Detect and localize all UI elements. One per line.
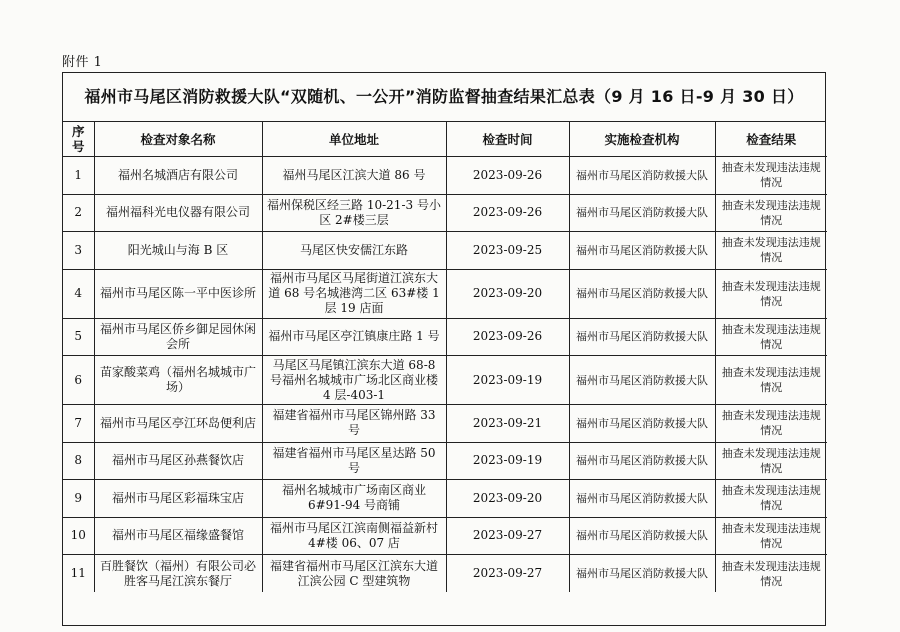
row-agency: 福州市马尾区消防救援大队 [569,318,715,356]
row-name: 百胜餐饮（福州）有限公司必胜客马尾江滨东餐厅 [94,555,262,593]
row-address: 福州马尾区江滨大道 86 号 [262,157,446,195]
row-index: 1 [63,157,94,195]
row-date: 2023-09-20 [446,269,569,318]
row-agency: 福州市马尾区消防救援大队 [569,194,715,232]
row-result: 抽查未发现违法违规情况 [715,480,827,518]
row-name: 福州市马尾区福缘盛餐馆 [94,517,262,555]
table-row [63,232,827,270]
row-result: 抽查未发现违法违规情况 [715,157,827,195]
table-row [63,194,827,232]
row-date: 2023-09-26 [446,157,569,195]
table-row [63,480,827,518]
row-index: 5 [63,318,94,356]
table-row [63,517,827,555]
row-result: 抽查未发现违法违规情况 [715,356,827,405]
table-row [63,442,827,480]
row-date: 2023-09-19 [446,442,569,480]
row-result: 抽查未发现违法违规情况 [715,269,827,318]
row-result: 抽查未发现违法违规情况 [715,318,827,356]
row-result: 抽查未发现违法违规情况 [715,555,827,593]
row-date: 2023-09-26 [446,318,569,356]
row-agency: 福州市马尾区消防救援大队 [569,232,715,270]
table-row [63,318,827,356]
row-date: 2023-09-20 [446,480,569,518]
results-sheet [62,72,826,626]
row-address: 福建省福州市马尾区锦州路 33 号 [262,405,446,443]
row-address: 福州市马尾区马尾街道江滨东大道 68 号名城港湾二区 63#楼 1 层 19 店面 [262,269,446,318]
row-date: 2023-09-25 [446,232,569,270]
col-header-name: 检查对象名称 [94,122,262,157]
row-agency: 福州市马尾区消防救援大队 [569,157,715,195]
row-agency: 福州市马尾区消防救援大队 [569,517,715,555]
row-name: 阳光城山与海 B 区 [94,232,262,270]
row-index: 6 [63,356,94,405]
table-row [63,405,827,443]
row-name: 福州市马尾区亭江环岛便利店 [94,405,262,443]
table-row [63,269,827,318]
row-index: 3 [63,232,94,270]
row-date: 2023-09-27 [446,517,569,555]
row-agency: 福州市马尾区消防救援大队 [569,356,715,405]
table-row [63,157,827,195]
col-header-agency: 实施检查机构 [569,122,715,157]
row-name: 福州名城酒店有限公司 [94,157,262,195]
row-result: 抽查未发现违法违规情况 [715,405,827,443]
col-header-address: 单位地址 [262,122,446,157]
row-name: 福州福科光电仪器有限公司 [94,194,262,232]
row-agency: 福州市马尾区消防救援大队 [569,442,715,480]
row-date: 2023-09-26 [446,194,569,232]
row-name: 福州市马尾区孙燕餐饮店 [94,442,262,480]
row-date: 2023-09-21 [446,405,569,443]
row-agency: 福州市马尾区消防救援大队 [569,480,715,518]
row-name: 苗家酸菜鸡（福州名城城市广场） [94,356,262,405]
row-index: 11 [63,555,94,593]
row-result: 抽查未发现违法违规情况 [715,194,827,232]
row-index: 4 [63,269,94,318]
table-row [63,555,827,593]
row-index: 7 [63,405,94,443]
row-index: 2 [63,194,94,232]
row-agency: 福州市马尾区消防救援大队 [569,269,715,318]
row-address: 福州市马尾区亭江镇康庄路 1 号 [262,318,446,356]
row-index: 9 [63,480,94,518]
table-title: 福州市马尾区消防救援大队“双随机、一公开”消防监督抽查结果汇总表（9 月 16 日-9 月 30 日） [63,73,825,122]
row-name: 福州市马尾区彩福珠宝店 [94,480,262,518]
row-agency: 福州市马尾区消防救援大队 [569,405,715,443]
row-date: 2023-09-27 [446,555,569,593]
results-table [63,122,827,592]
row-result: 抽查未发现违法违规情况 [715,517,827,555]
row-address: 马尾区马尾镇江滨东大道 68-8 号福州名城城市广场北区商业楼 4 层-403-1 [262,356,446,405]
header-row [63,122,827,157]
row-address: 马尾区快安儒江东路 [262,232,446,270]
table-row [63,356,827,405]
row-name: 福州市马尾区侨乡御足园休闲会所 [94,318,262,356]
row-result: 抽查未发现违法违规情况 [715,232,827,270]
row-date: 2023-09-19 [446,356,569,405]
row-agency: 福州市马尾区消防救援大队 [569,555,715,593]
row-index: 10 [63,517,94,555]
row-address: 福建省福州市马尾区江滨东大道江滨公园 C 型建筑物 [262,555,446,593]
row-address: 福建省福州市马尾区星达路 50 号 [262,442,446,480]
row-index: 8 [63,442,94,480]
col-header-index: 序号 [63,122,94,157]
row-name: 福州市马尾区陈一平中医诊所 [94,269,262,318]
row-result: 抽查未发现违法违规情况 [715,442,827,480]
col-header-result: 检查结果 [715,122,827,157]
row-address: 福州保税区经三路 10-21-3 号小区 2#楼三层 [262,194,446,232]
attachment-label: 附件 1 [62,55,103,70]
row-address: 福州名城城市广场南区商业 6#91-94 号商铺 [262,480,446,518]
col-header-date: 检查时间 [446,122,569,157]
row-address: 福州市马尾区江滨南侧福益新村 4#楼 06、07 店 [262,517,446,555]
